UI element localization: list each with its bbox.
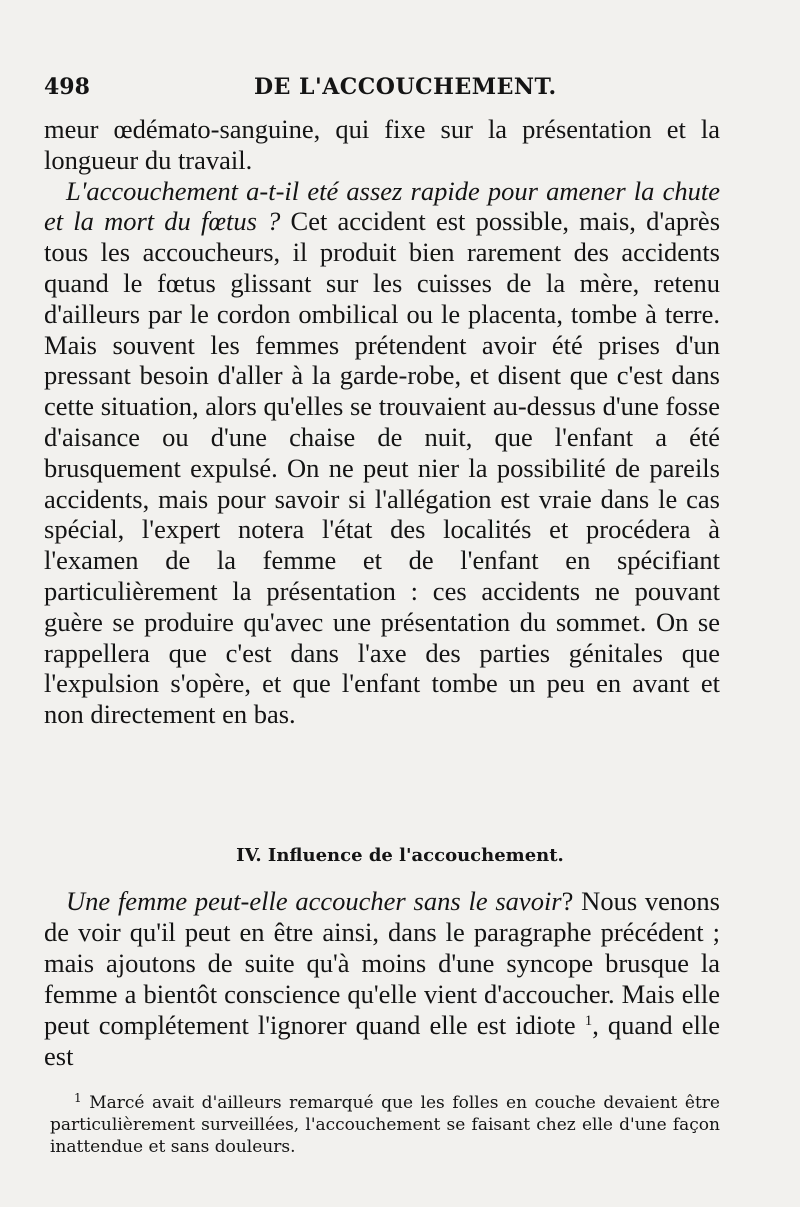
page-number: 498: [44, 74, 90, 100]
paragraph-3-question-mark: ?: [561, 886, 574, 916]
footnote-text: Marcé avait d'ailleurs remarqué que les folles en couche devaient être particulièrement surveillées, l'accouchement se faisant chez elle d'une façon inattendue et sans douleurs.: [50, 1093, 720, 1157]
footnote: [50, 1092, 720, 1158]
running-title: DE L'ACCOUCHEMENT.: [254, 74, 557, 100]
footnote-marker: 1: [74, 1091, 82, 1105]
paragraph-1: [44, 114, 720, 176]
paragraph-1-text: meur œdémato-sanguine, qui fixe sur la présentation et la longueur du travail.: [44, 114, 720, 175]
main-text: [44, 114, 720, 730]
paragraph-3-question: Une femme peut-elle accoucher sans le savoir: [66, 886, 562, 916]
section-heading: IV. Influence de l'accouchement.: [236, 845, 564, 866]
paragraph-3: [44, 886, 720, 1072]
paragraph-3-text: Nous venons de voir qu'il peut en être ainsi, dans le paragraphe précédent ; mais ajoutons de suite qu'à moins d'une syncope brusque la femme a bientôt conscience qu'elle vient d'accoucher. Mais elle peut complétement l'ignorer quand elle est idiote: [44, 886, 720, 1040]
paragraph-2-text: Cet accident est possible, mais, d'après tous les accoucheurs, il produit bien rarement des accidents quand le fœtus glissant sur les cuisses de la mère, retenu d'ailleurs par le cordon ombilical ou le placenta, tombe à terre. Mais souvent les femmes prétendent avoir été prises d'un pressant besoin d'aller à la garde-robe, et disent que c'est dans cette situation, alors qu'elles se trouvaient au-dessus d'une fosse d'aisance ou d'une chaise de nuit, que l'enfant a été brusquement expulsé. On ne peut nier la possibilité de pareils accidents, mais pour savoir si l'allégation est vraie dans le cas spécial, l'expert notera l'état des localités et procédera à l'examen de la femme et de l'enfant en spécifiant particulièrement la présentation : ces accidents ne pouvant guère se produire qu'avec une présentation du sommet. On se rappellera que c'est dans l'axe des parties génitales que l'expulsion s'opère, et que l'enfant tombe un peu en avant et non directement en bas.: [44, 206, 721, 730]
paragraph-2-question: L'accouchement a-t-il eté assez rapide pour amener la chute et la mort du fœtus ?: [44, 175, 720, 237]
paragraph-2: [44, 176, 720, 730]
footnote-paragraph: [50, 1092, 720, 1158]
footnote-reference: 1: [584, 1013, 593, 1029]
main-text-continued: [44, 886, 720, 1072]
paragraph-3-end: , quand elle est: [44, 1010, 721, 1071]
page-header: [44, 70, 724, 106]
